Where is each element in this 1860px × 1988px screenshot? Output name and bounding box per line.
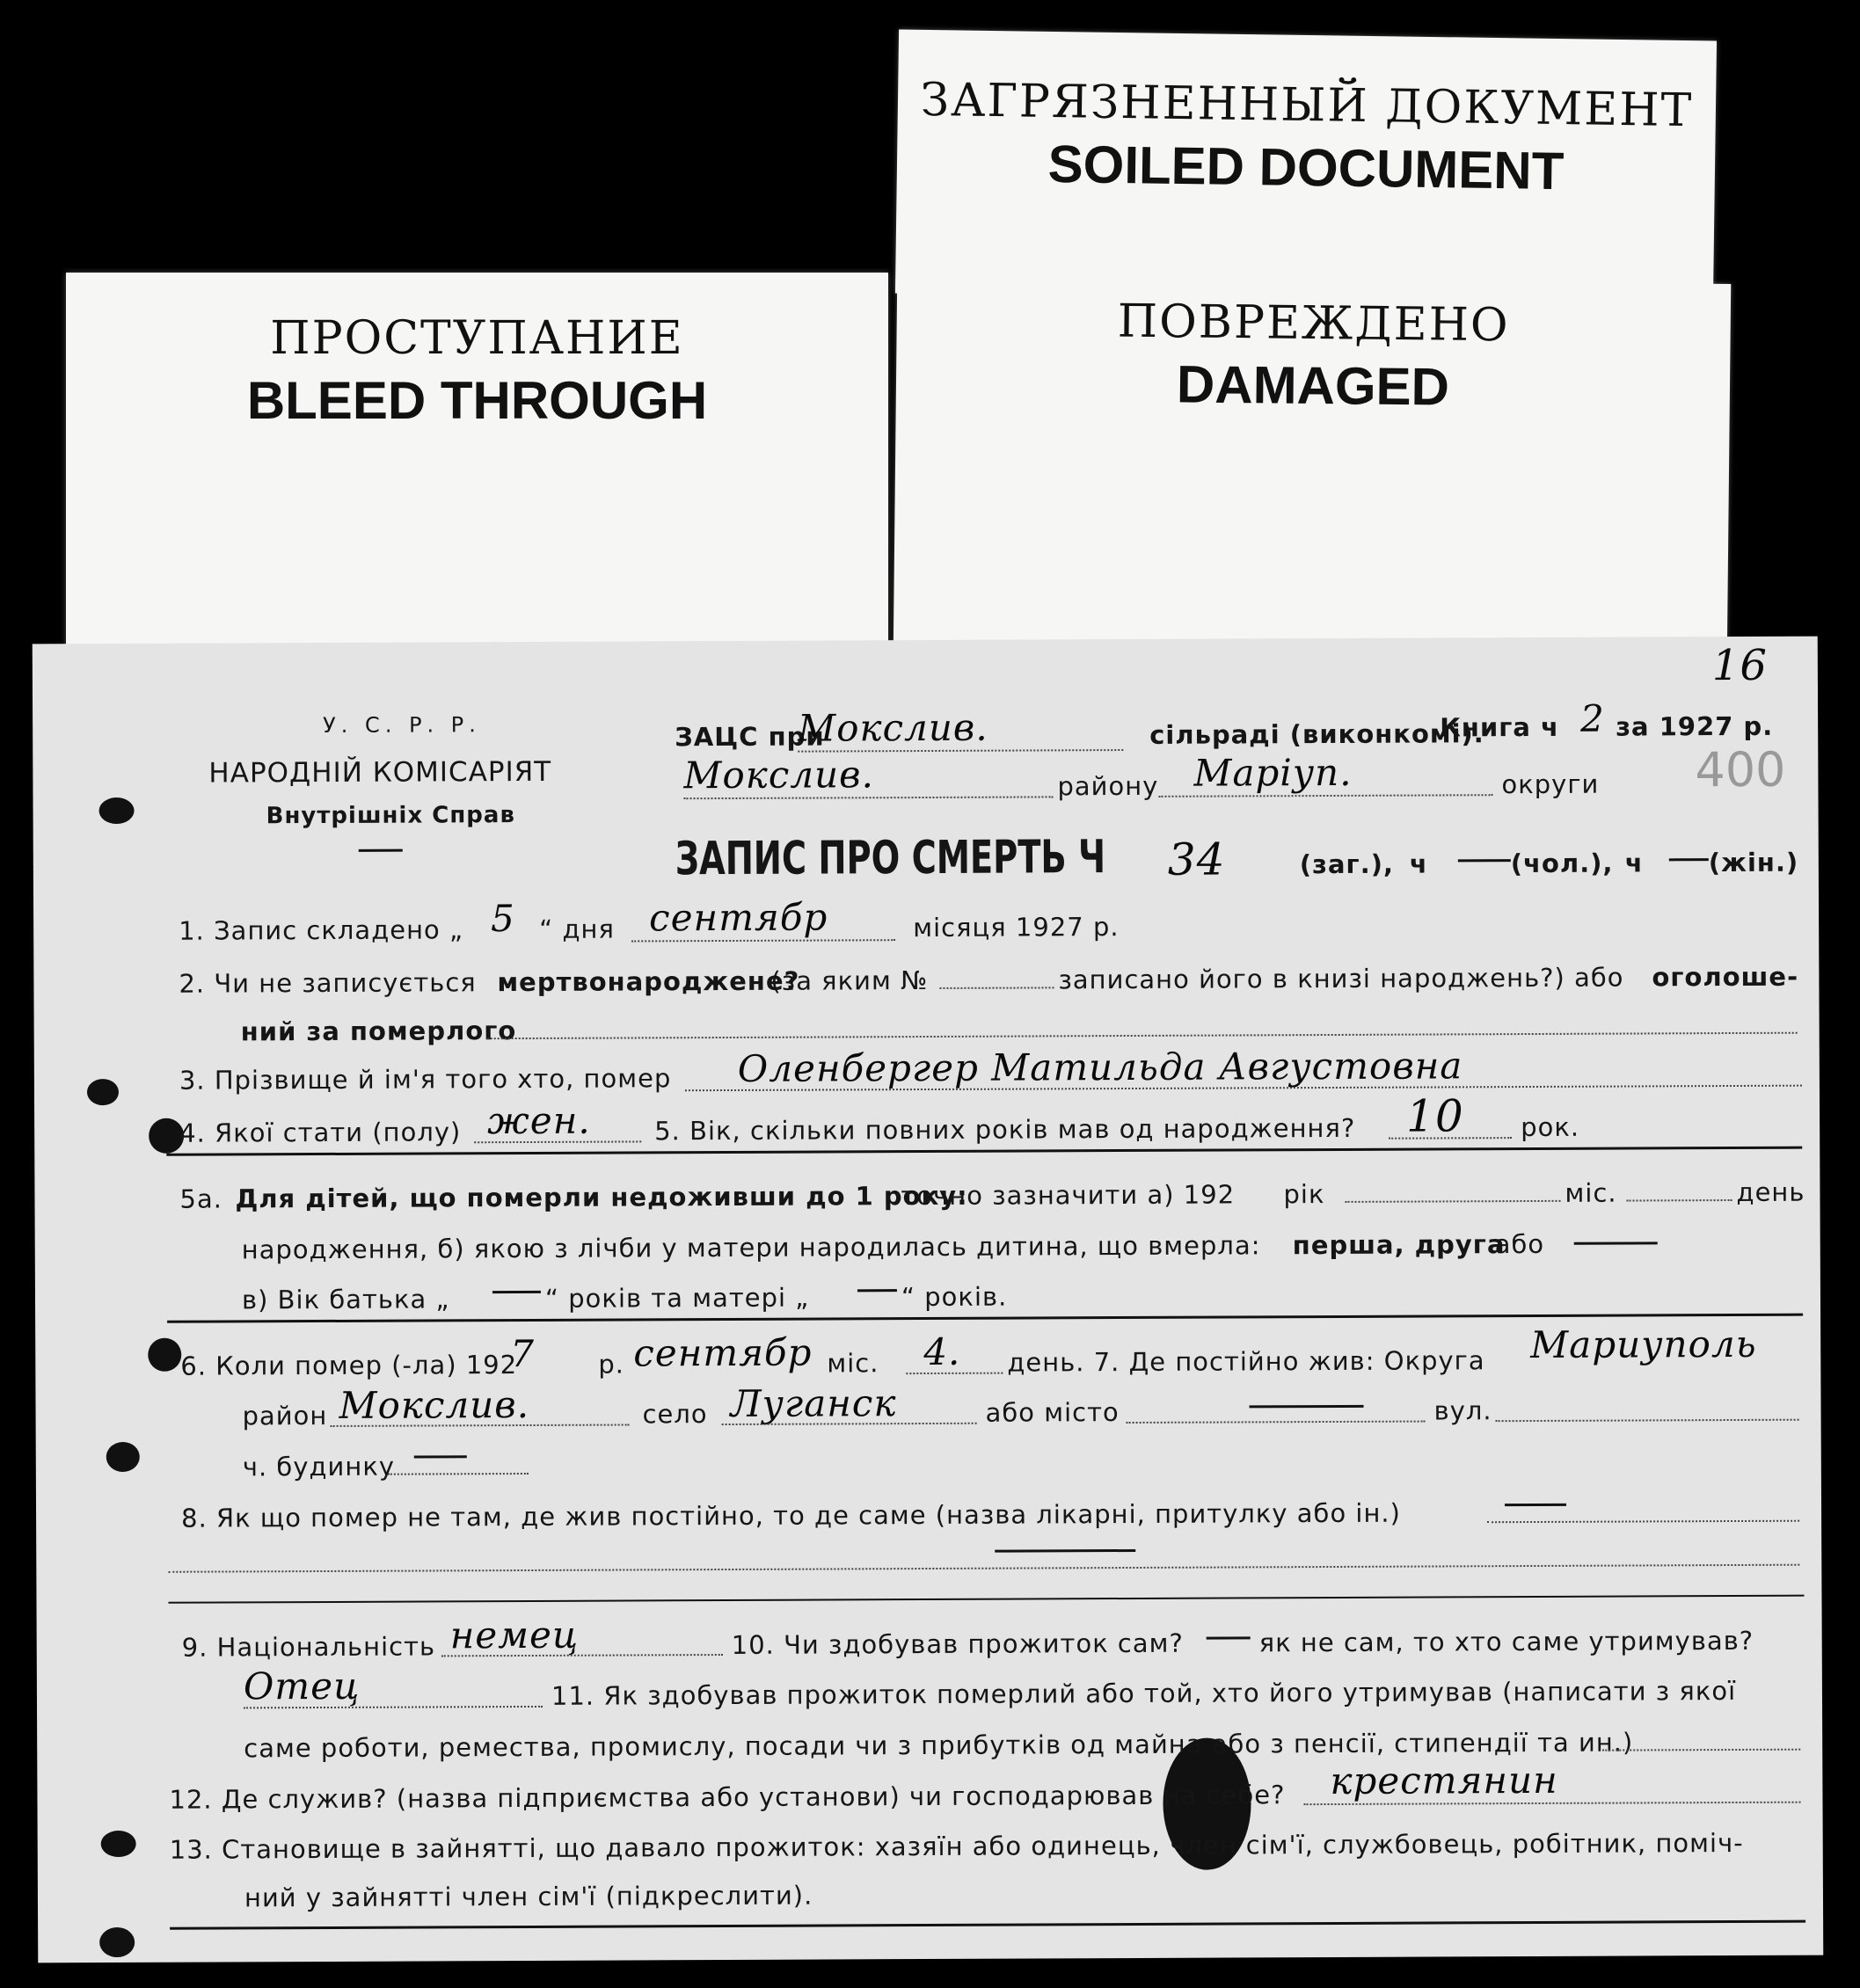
punch-hole [101,1831,136,1857]
field-5-label: 5. Вік, скільки повних років мав од народження? [654,1112,1356,1147]
okrug-line [1159,794,1493,797]
field-7-city-label: або місто [985,1397,1120,1428]
field-4-sex: жен. [487,1098,591,1143]
field-10-supporter: Отец [243,1664,361,1708]
book-year: за 1927 р. [1616,710,1774,742]
death-record-card [33,637,1824,1963]
field-7-house-label: ч. будинку [242,1451,396,1482]
field-3-label: 3. Прізвище й ім'я того хто, помер [179,1063,672,1096]
field-13-label: 13. Становище в зайнятті, що давало прожиток: хазяїн або одинець, член сім'ї, службовець, робітник, поміч- [169,1827,1744,1865]
field-8-dash [1505,1504,1566,1506]
pencil-number: 400 [1695,741,1786,798]
field-1-month: сентябр [648,895,828,940]
book-label: Книга ч [1440,711,1560,743]
field-6-day-line [906,1373,1003,1374]
section-rule [166,1147,1802,1156]
field-6-year: 7 [510,1331,536,1376]
field-8-label: 8. Як що помер не там, де жив постійно, то де саме (назва лікарні, притулку або ін.) [181,1497,1401,1533]
field-5a-children: Для дітей, що померли недоживши до 1 року: [235,1180,968,1214]
field-2-stillborn: мертвонароджене? [497,965,800,998]
corner-number: 16 [1711,640,1769,691]
field-2-declared-cont: ний за померлого [240,1016,517,1047]
damaged-notice-ru: ПОВРЕЖДЕНО [1117,295,1510,353]
field-7-house-line [388,1473,529,1475]
field-5a-month: міс. [1565,1177,1617,1208]
field-5a-month-line [1627,1199,1732,1202]
field-7-label: день. 7. Де постійно жив: Округа [1007,1345,1485,1378]
punch-hole [87,1079,119,1105]
field-5a-birth: точно зазначити а) 192 [901,1179,1236,1212]
raion-handwritten: Мокслив. [683,753,874,797]
field-3-name: Оленбергер Матильда Августовна [737,1044,1463,1090]
field-4-line [474,1140,641,1143]
punch-hole [148,1338,181,1372]
field-6-month-label: міс. [827,1348,879,1379]
soiled-notice-ru: ЗАГРЯЗНЕННЫЙ ДОКУМЕНТ [920,73,1694,138]
field-5a-father-dash [492,1291,541,1293]
okrug-label: округи [1501,768,1600,800]
raion-line [684,796,1054,799]
field-9-label: 9. Національність [181,1631,436,1663]
punch-hole [99,797,135,824]
field-2-number-line [939,987,1054,989]
field-5a-num: 5а. [179,1183,223,1214]
field-7-village-line [722,1423,977,1425]
damaged-notice [894,275,1731,662]
bleed-through-notice [66,273,888,659]
section-rule [168,1595,1804,1604]
book-number: 2 [1580,696,1605,740]
female-dash [1669,858,1709,861]
internal-affairs-label: Внутрішніх Справ [266,802,515,830]
field-1-line [631,939,895,942]
field-7-city-line [1127,1421,1426,1424]
zags-handwritten: Мокслив. [798,705,988,750]
field-2-line [487,1032,1798,1040]
male-ch-label: ч [1409,848,1428,879]
field-10-line [244,1706,543,1708]
field-12-label: 12. Де служив? (назва підприємства або установи) чи господарював на себе? [169,1780,1286,1815]
field-7-city-dash [1250,1405,1364,1409]
village-council-label: сільраді (виконкомі). [1149,718,1484,750]
field-7-street-label: вул. [1433,1395,1492,1426]
field-11-cont: саме роботи, ремества, промислу, посади чи з прибутків од майна або з пенсії, стипендії та ин.) [244,1727,1634,1764]
field-7-street-line [1496,1419,1799,1423]
field-10-label: 10. Чи здобував прожиток сам? [731,1628,1184,1660]
ussr-label: У. С. Р. Р. [323,712,481,738]
record-title: ЗАПИС ПРО СМЕРТЬ Ч [675,831,1106,886]
section-rule [167,1314,1803,1323]
field-12-occupation: крестянин [1330,1758,1558,1803]
field-5-line [1389,1137,1512,1140]
field-11-line [1602,1749,1800,1751]
zags-line [798,749,1123,753]
field-1-day: 5 [490,897,515,941]
field-7-okrug: Мариуполь [1530,1322,1757,1367]
soiled-document-notice [895,30,1717,305]
field-5a-mother-dash [857,1289,897,1292]
female-ch-label: ч [1624,848,1644,878]
field-7-raion-label: район [242,1400,328,1431]
field-5a-or: або [1494,1228,1545,1260]
field-5a-first-second: перша, друга [1292,1229,1506,1261]
soiled-notice-en: SOILED DOCUMENT [1047,134,1565,201]
field-6-r: р. [598,1349,625,1380]
field-5a-dash [1574,1242,1658,1244]
field-11-label: 11. Як здобував прожиток померлий або той, хто його утримував (написати з якої [551,1675,1737,1711]
header-divider [359,849,403,852]
punch-hole [99,1927,135,1957]
field-5a-year: рік [1283,1179,1325,1210]
field-7-village: Луганск [730,1381,897,1425]
record-number: 34 [1167,834,1226,885]
field-7-house-dash [414,1455,467,1458]
field-9-nationality: немец [449,1613,580,1657]
field-5-unit: рок. [1521,1111,1580,1143]
section-rule [170,1920,1805,1930]
field-6-label: 6. Коли помер (-ла) 192 [180,1350,518,1381]
field-5-age: 10 [1405,1090,1464,1142]
field-1-day-label: “ дня [539,914,615,944]
field-9-line [441,1654,723,1657]
commissariat-label: НАРОДНІЙ КОМІСАРІЯТ [208,755,552,790]
field-5a-father-age: в) Вік батька „ [241,1284,450,1315]
field-2-text: записано його в книзі народжень?) або [1058,962,1624,995]
field-10-dash [1207,1636,1251,1639]
raion-label: району [1057,770,1159,802]
field-5a-years: “ років. [901,1281,1008,1313]
bleed-notice-en: BLEED THROUGH [246,371,708,430]
male-label: (чол.), [1510,848,1614,879]
field-6-month: сентябр [633,1330,813,1375]
field-2-label: 2. Чи не записується [179,967,477,999]
field-6-day: 4. [923,1329,961,1374]
field-8-dash-2 [995,1549,1135,1553]
field-13-cont: ний у зайнятті член сім'ї (підкреслити). [244,1880,813,1913]
field-1-year: місяця 1927 р. [913,912,1120,943]
field-7-raion-line [331,1424,630,1426]
field-5a-day: день [1736,1176,1805,1207]
field-1-label: 1. Запис складено „ [179,914,464,946]
field-10-who: як не сам, то хто саме утримував? [1258,1625,1754,1658]
okrug-handwritten: Марiуп. [1193,750,1353,795]
field-2-number-label: (за яким № [770,965,929,996]
damaged-notice-en: DAMAGED [1176,354,1450,417]
field-5a-mother-age: “ років та матері „ [544,1282,810,1314]
field-7-village-label: село [642,1399,708,1430]
field-2-declared: оголоше- [1652,961,1799,993]
total-label: (заг.), [1299,848,1395,880]
field-7-raion: Мокслив. [339,1382,530,1427]
male-dash [1458,859,1511,862]
field-4-label: 4. Якої стати (полу) [179,1117,462,1148]
zags-label: ЗАЦС при [675,721,825,753]
field-8-line-2 [168,1564,1799,1573]
field-8-line [1487,1520,1799,1524]
female-label: (жін.) [1708,847,1799,878]
field-5a-year-line [1346,1200,1561,1203]
field-5a-birth-order: народження, б) якою з лічби у матери народилась дитина, що вмерла: [241,1230,1261,1265]
bleed-notice-ru: ПРОСТУПАНИЕ [270,312,684,365]
punch-hole [106,1442,140,1472]
